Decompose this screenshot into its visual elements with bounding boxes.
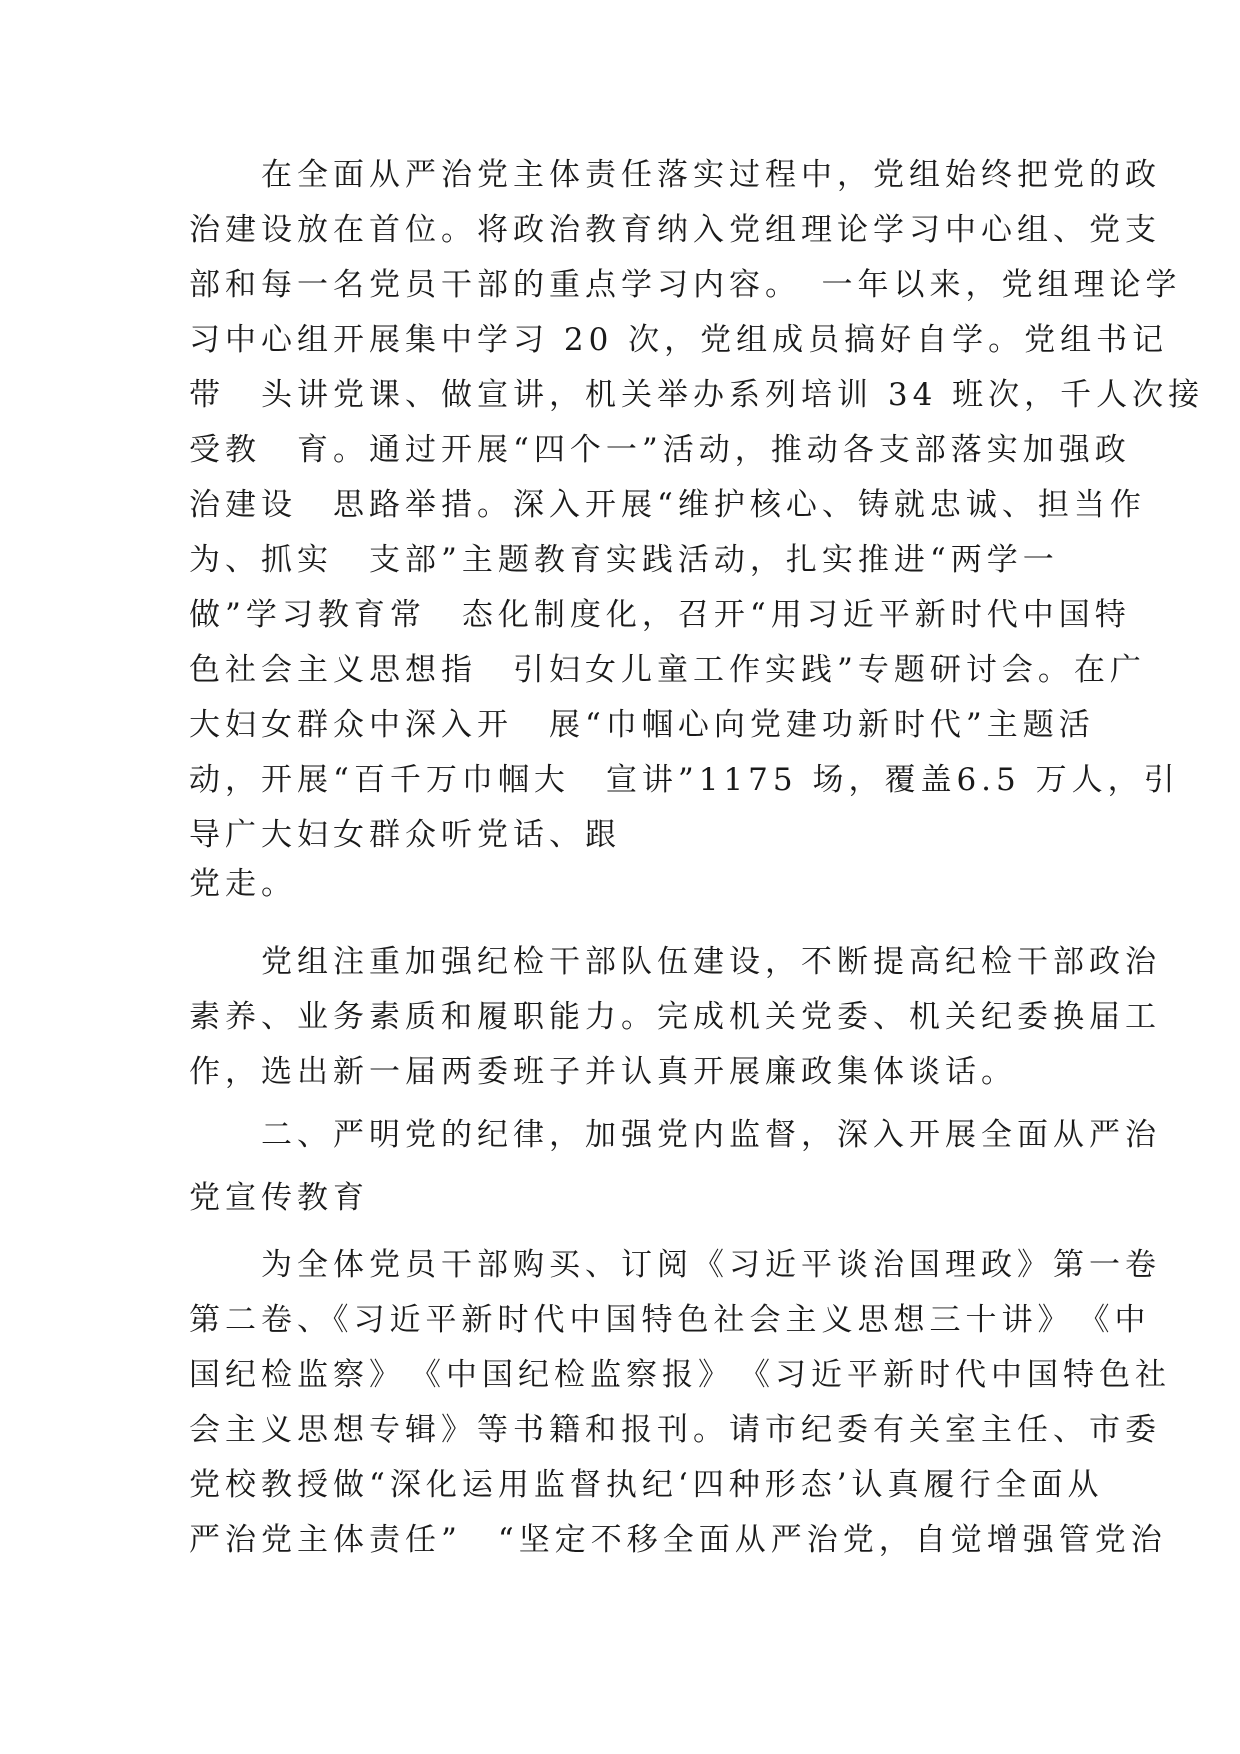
section-heading: 党宣传教育 bbox=[189, 1180, 369, 1216]
text-line: 党走。 bbox=[189, 866, 297, 902]
text-line: 动，开展“百千万巾帼大 宣讲”1175 场，覆盖6.5 万人，引 bbox=[189, 762, 1180, 798]
text-line: 素养、业务素质和履职能力。完成机关党委、机关纪委换届工 bbox=[189, 999, 1161, 1035]
text-line: 导广大妇女群众听党话、跟 bbox=[189, 817, 621, 853]
text-line: 部和每一名党员干部的重点学习内容。 一年以来，党组理论学 bbox=[189, 267, 1182, 303]
text-line: 第二卷、《习近平新时代中国特色社会主义思想三十讲》 《中 bbox=[189, 1302, 1151, 1338]
text-line: 在全面从严治党主体责任落实过程中，党组始终把党的政 bbox=[189, 157, 1161, 193]
section-heading: 二、严明党的纪律，加强党内监督，深入开展全面从严治 bbox=[189, 1117, 1161, 1153]
text-line: 受教 育。通过开展“四个一”活动，推动各支部落实加强政 bbox=[189, 432, 1131, 468]
text-line: 党校教授做“深化运用监督执纪‘四种形态’认真履行全面从 bbox=[189, 1467, 1104, 1503]
text-line: 带 头讲党课、做宣讲，机关举办系列培训 34 班次，千人次接 bbox=[189, 377, 1205, 413]
text-line: 严治党主体责任” “坚定不移全面从严治党，自觉增强管党治 bbox=[189, 1522, 1167, 1558]
text-line: 国纪检监察》 《中国纪检监察报》 《习近平新时代中国特色社 bbox=[189, 1357, 1171, 1393]
text-line: 为、抓实 支部”主题教育实践活动，扎实推进“两学一 bbox=[189, 542, 1059, 578]
text-line: 会主义思想专辑》等书籍和报刊。请市纪委有关室主任、市委 bbox=[189, 1412, 1161, 1448]
text-line: 做”学习教育常 态化制度化，召开“用习近平新时代中国特 bbox=[189, 597, 1131, 633]
text-line: 治建设 思路举措。深入开展“维护核心、铸就忠诚、担当作 bbox=[189, 487, 1146, 523]
text-line: 治建设放在首位。将政治教育纳入党组理论学习中心组、党支 bbox=[189, 212, 1161, 248]
text-line: 习中心组开展集中学习 20 次，党组成员搞好自学。党组书记 bbox=[189, 322, 1169, 358]
text-line: 色社会主义思想指 引妇女儿童工作实践”专题研讨会。在广 bbox=[189, 652, 1146, 688]
text-line: 为全体党员干部购买、订阅《习近平谈治国理政》第一卷 bbox=[189, 1247, 1161, 1283]
text-line: 党组注重加强纪检干部队伍建设，不断提高纪检干部政治 bbox=[189, 944, 1161, 980]
text-line: 作，选出新一届两委班子并认真开展廉政集体谈话。 bbox=[189, 1054, 1017, 1090]
text-line: 大妇女群众中深入开 展“巾帼心向党建功新时代”主题活 bbox=[189, 707, 1095, 743]
